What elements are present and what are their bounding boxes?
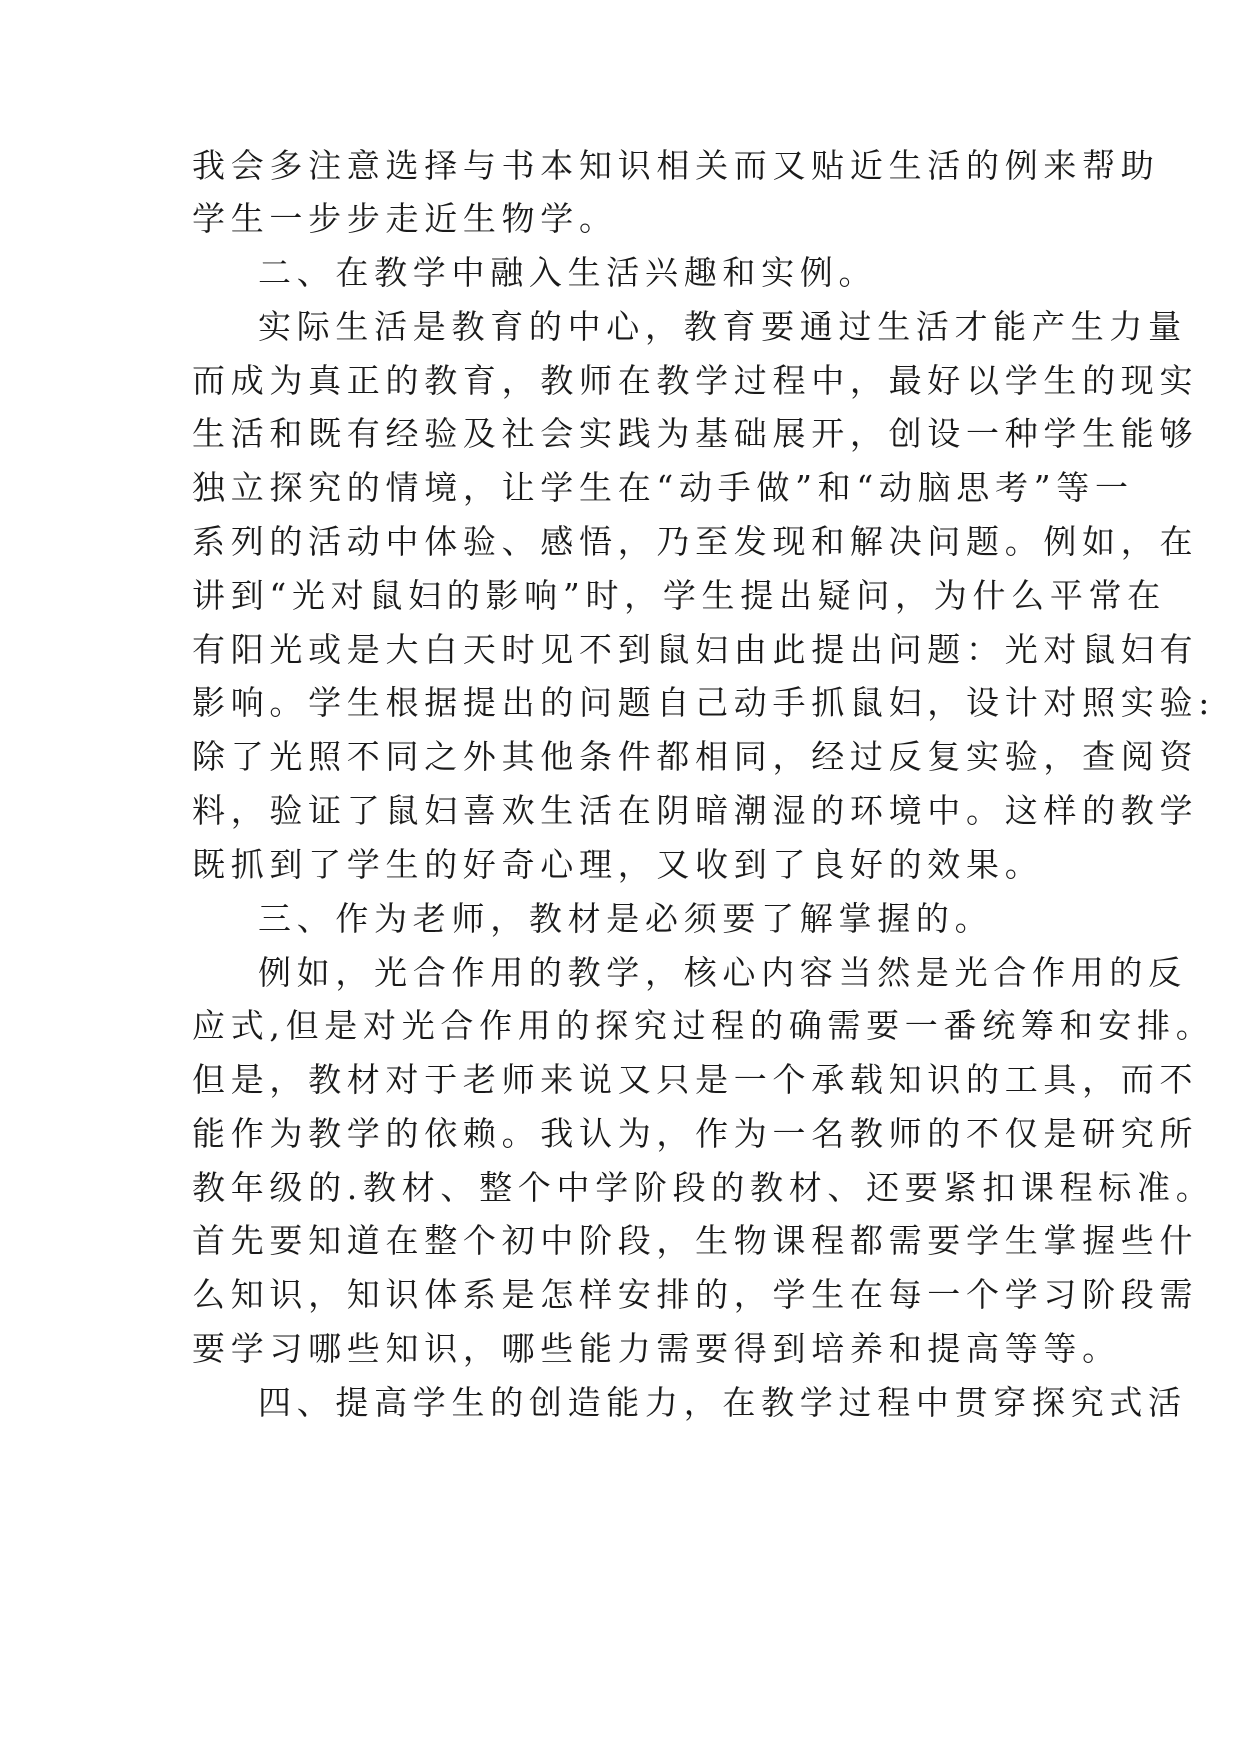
text-line: 能作为教学的依赖。我认为，作为一名教师的不仅是研究所 xyxy=(192,1114,1199,1153)
section-heading: 三、作为老师，教材是必须要了解掌握的。 xyxy=(258,899,994,938)
text-line: 有阳光或是大白天时见不到鼠妇由此提出问题：光对鼠妇有 xyxy=(192,630,1199,669)
text-line: 学生一步步走近生物学。 xyxy=(192,199,618,238)
text-line: 生活和既有经验及社会实践为基础展开，创设一种学生能够 xyxy=(192,414,1199,453)
text-line: 教年级的.教材、整个中学阶段的教材、还要紧扣课程标准。 xyxy=(192,1168,1215,1207)
text-line: 系列的活动中体验、感悟，乃至发现和解决问题。例如，在 xyxy=(192,522,1199,561)
paragraph-first-line: 实际生活是教育的中心，教育要通过生活才能产生力量 xyxy=(258,307,1187,346)
text-line: 除了光照不同之外其他条件都相同，经过反复实验，查阅资 xyxy=(192,737,1199,776)
text-line: 料，验证了鼠妇喜欢生活在阴暗潮湿的环境中。这样的教学 xyxy=(192,791,1199,830)
text-line: 影响。学生根据提出的问题自己动手抓鼠妇，设计对照实验: xyxy=(192,683,1216,722)
text-line: 而成为真正的教育，教师在教学过程中，最好以学生的现实 xyxy=(192,361,1199,400)
paragraph-first-line: 例如，光合作用的教学，核心内容当然是光合作用的反 xyxy=(258,953,1187,992)
section-heading: 四、提高学生的创造能力，在教学过程中贯穿探究式活 xyxy=(258,1383,1187,1422)
text-line: 独立探究的情境，让学生在“动手做”和“动脑思考”等一 xyxy=(192,468,1134,507)
text-line: 但是，教材对于老师来说又只是一个承载知识的工具，而不 xyxy=(192,1060,1199,1099)
section-heading: 二、在教学中融入生活兴趣和实例。 xyxy=(258,253,878,292)
text-line: 要学习哪些知识，哪些能力需要得到培养和提高等等。 xyxy=(192,1329,1121,1368)
text-line: 么知识，知识体系是怎样安排的，学生在每一个学习阶段需 xyxy=(192,1275,1199,1314)
text-line: 讲到“光对鼠妇的影响”时，学生提出疑问，为什么平常在 xyxy=(192,576,1166,615)
text-line: 既抓到了学生的好奇心理，又收到了良好的效果。 xyxy=(192,845,1044,884)
text-line: 应式,但是对光合作用的探究过程的确需要一番统筹和安排。 xyxy=(192,1006,1215,1045)
text-line: 我会多注意选择与书本知识相关而又贴近生活的例来帮助 xyxy=(192,146,1160,185)
text-line: 首先要知道在整个初中阶段，生物课程都需要学生掌握些什 xyxy=(192,1221,1199,1260)
